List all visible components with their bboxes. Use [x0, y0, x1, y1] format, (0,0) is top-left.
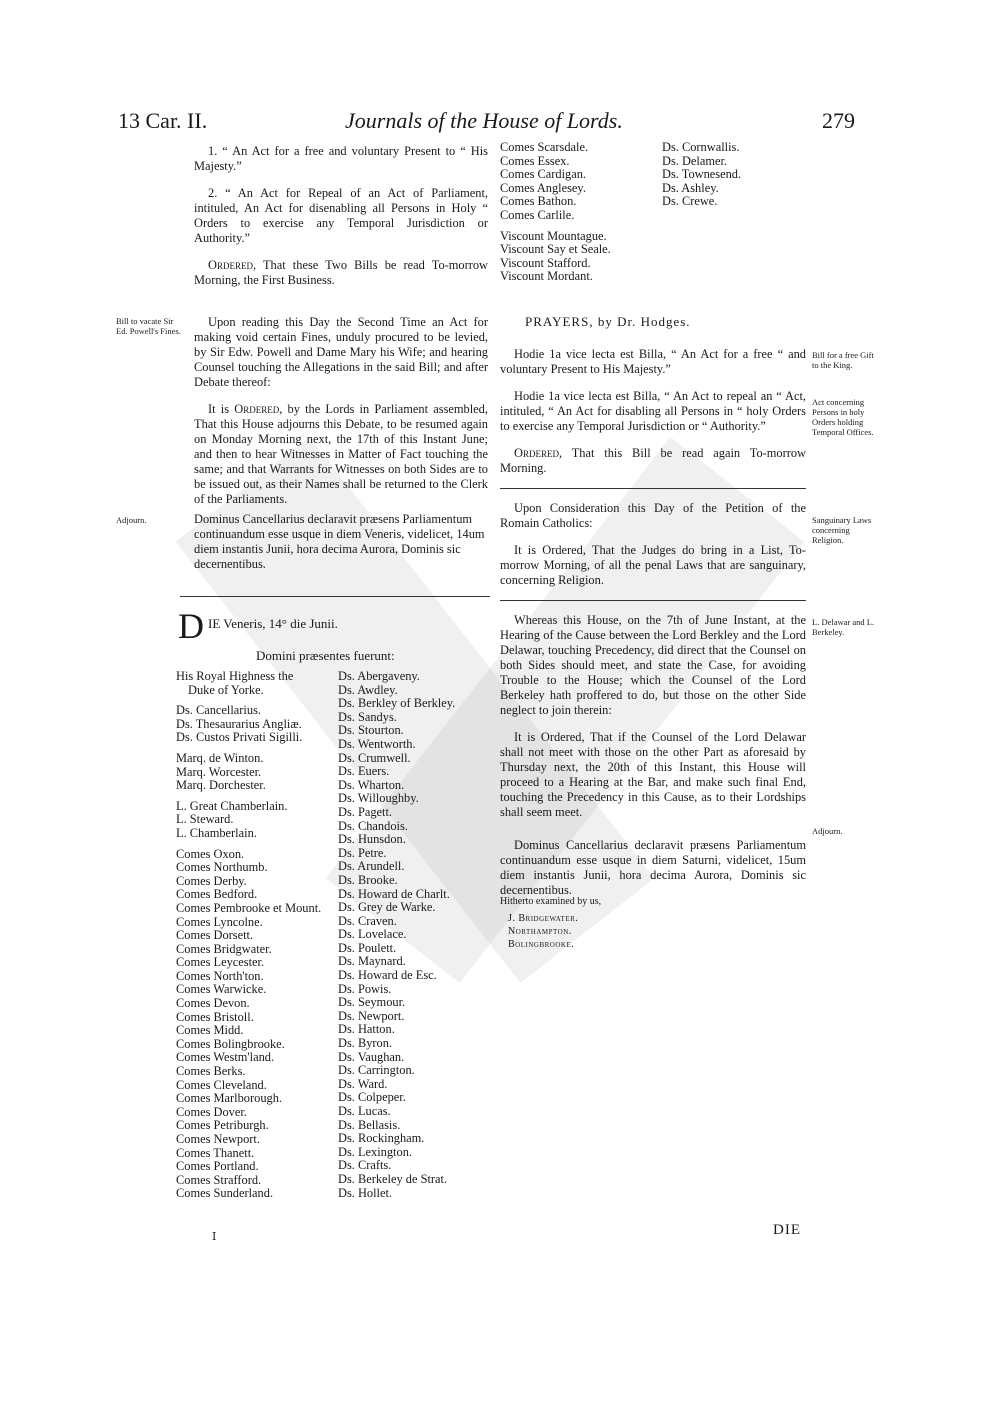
- header-title: Journals of the House of Lords.: [345, 108, 623, 133]
- lord-entry: Ds. Lexington.: [338, 1144, 412, 1159]
- prayers-heading: PRAYERS, by Dr. Hodges.: [525, 314, 691, 329]
- lord-entry: Comes Marlborough.: [176, 1091, 282, 1106]
- ordered-paragraph: [194, 258, 488, 288]
- lord-entry: Comes Midd.: [176, 1023, 244, 1038]
- lord-entry: Ds. Cornwallis.: [662, 140, 740, 154]
- counsel-order: It is Ordered, That if the Counsel of the Lord Delawar shall not meet with those on the other Part as aforesaid by Thursday next, the 20th of this Instant, this House will proceed to a Hearing at the Bar, and make such final End, touching the Precedency in this Cause, as to their Lordships shall seem meet.: [500, 730, 806, 819]
- margin-note-adjourn: Adjourn.: [116, 515, 147, 525]
- lords-list-b: [338, 670, 488, 1200]
- lord-entry: Comes Northumb.: [176, 860, 268, 875]
- lord-entry: Ds. Brooke.: [338, 872, 398, 887]
- lord-entry: Ds. Sandys.: [338, 709, 397, 724]
- signature-name: Northampton.: [508, 926, 572, 937]
- lord-entry: Ds. Newport.: [338, 1008, 405, 1023]
- lord-entry: L. Chamberlain.: [176, 825, 257, 840]
- lord-entry: Ds. Awdley.: [338, 682, 398, 697]
- lord-entry: Viscount Stafford.: [500, 255, 591, 270]
- lord-entry: Ds. Thesaurarius Angliæ.: [176, 716, 302, 731]
- lord-entry: Viscount Mountague.: [500, 228, 607, 243]
- ordered-lead: Ordered,: [208, 258, 257, 272]
- lord-entry: Comes Berks.: [176, 1064, 246, 1079]
- lord-entry: Comes Dover.: [176, 1104, 247, 1119]
- lord-entry: Comes Lyncolne.: [176, 914, 263, 929]
- lord-entry: Comes Pembrooke et Mount.: [176, 900, 322, 915]
- ordered-text: That these Two Bills be read To-morrow Morning, the First Business.: [194, 258, 489, 287]
- lords-list-a: [176, 670, 336, 1201]
- lord-entry: Ds. Custos Privati Sigilli.: [176, 730, 303, 745]
- lord-entry: Viscount Mordant.: [500, 269, 593, 284]
- lord-entry: Comes Thanett.: [176, 1145, 255, 1160]
- lord-entry: Ds. Poulett.: [338, 940, 397, 955]
- lord-entry: Comes Dorsett.: [176, 928, 254, 943]
- lord-entry: Ds. Lucas.: [338, 1104, 391, 1118]
- margin-note-sanguinary: Sanguinary Laws concerning Religion.: [812, 515, 872, 545]
- lord-entry: Comes Portland.: [176, 1159, 259, 1174]
- lord-entry: Ds. Seymour.: [338, 995, 406, 1010]
- lord-entry: Ds. Bellasis.: [338, 1117, 401, 1132]
- lord-entry: Viscount Say et Seale.: [500, 242, 611, 257]
- lord-entry: Comes Bolingbrooke.: [176, 1036, 285, 1051]
- signature-name: Bolingbrooke.: [508, 939, 575, 950]
- header-regnal-year: 13 Car. II.: [118, 108, 208, 133]
- lord-entry: Ds. Grey de Warke.: [338, 900, 436, 915]
- lord-entry: Comes Strafford.: [176, 1172, 262, 1187]
- lord-entry: Ds. Ward.: [338, 1076, 388, 1091]
- section-divider: [500, 488, 806, 489]
- lord-entry: Ds. Delamer.: [662, 153, 728, 168]
- lord-entry: Ds. Arundell.: [338, 859, 405, 874]
- lord-entry: Comes Oxon.: [176, 846, 245, 861]
- date-heading: IE Veneris, 14° die Junii.: [208, 616, 338, 631]
- lord-entry: Ds. Petre.: [338, 845, 387, 860]
- lord-entry: Ds. Crewe.: [662, 194, 718, 209]
- dominus-paragraph: Dominus Cancellarius declaravit præsens Parliamentum continuandum esse usque in diem Veneris, videlicet, 14um diem instantis Junii, hora decima Aurora, Dominis sic decernentibus.: [194, 512, 485, 571]
- lord-entry: Comes Westm'land.: [176, 1050, 275, 1065]
- lord-entry: Marq. Worcester.: [176, 764, 262, 779]
- lord-entry: L. Steward.: [176, 812, 234, 827]
- lord-entry: Comes Sunderland.: [176, 1186, 274, 1201]
- act-one: 1. “ An Act for a free and voluntary Present to “ His Majesty.”: [194, 144, 488, 173]
- lord-entry: Comes Bedford.: [176, 887, 258, 902]
- lord-entry: His Royal Highness the: [176, 669, 294, 683]
- lord-entry: Ds. Lovelace.: [338, 927, 407, 942]
- first-reading-present: Hodie 1a vice lecta est Billa, “ An Act for a free “ and voluntary Present to His Majesty.”: [500, 347, 806, 376]
- signature-name: J. Bridgewater.: [508, 913, 579, 924]
- lord-entry: Comes Petriburgh.: [176, 1118, 269, 1133]
- lord-entry: Ds. Pagett.: [338, 804, 393, 819]
- lords-present-heading: Domini præsentes fuerunt:: [256, 648, 395, 663]
- lord-entry: Ds. Wharton.: [338, 777, 405, 792]
- margin-note-bill-powell: Bill to vacate Sir Ed. Powell's Fines.: [116, 316, 181, 336]
- lord-entry: Comes Cardigan.: [500, 167, 587, 182]
- signatures: [508, 912, 578, 951]
- lord-entry: Ds. Colpeper.: [338, 1090, 406, 1105]
- act-two: 2. “ An Act for Repeal of an Act of Parliament, intituled, An Act for disenabling all Persons in Holy “ Orders to exercise any Temporal Jurisdiction or Authority.”: [194, 186, 488, 245]
- judges-order: It is Ordered, That the Judges do bring in a List, To-morrow Morning, of all the penal Laws that are sanguinary, concerning Religion.: [500, 543, 806, 587]
- page-number: 279: [822, 108, 855, 133]
- first-reading-repeal: Hodie 1a vice lecta est Billa, “ An Act to repeal an “ Act, intituled, “ An Act for disabling all Persons in “ holy Orders to exercise any Temporal Jurisdiction or “ Authority.”: [500, 389, 806, 433]
- lord-entry: Comes Scarsdale.: [500, 140, 589, 154]
- lord-entry: Ds. Abergaveny.: [338, 669, 420, 683]
- examined-note: Hitherto examined by us,: [500, 896, 602, 907]
- lord-entry: Ds. Powis.: [338, 981, 392, 996]
- section-divider: [500, 600, 806, 601]
- lord-entry: Ds. Euers.: [338, 764, 390, 779]
- lord-entry: Comes Cleveland.: [176, 1077, 267, 1092]
- lord-entry: Ds. Crafts.: [338, 1158, 392, 1173]
- lord-entry: Comes Warwicke.: [176, 982, 267, 997]
- catchword: DIE: [773, 1222, 801, 1238]
- lord-entry: Ds. Hollet.: [338, 1185, 393, 1200]
- lord-entry: Marq. Dorchester.: [176, 778, 266, 793]
- footer-signature-mark: I: [212, 1230, 217, 1243]
- whereas-paragraph: Whereas this House, on the 7th of June Instant, at the Hearing of the Cause between the Lord Berkley and the Lord Delawar, touching Precedency, did direct that the Counsel on both Sides should meet, and state the Case, for avoiding Trouble to the House; which the Counsel of the Lord Berkeley hath proffered to do, but those on the other Side neglect to join therein:: [500, 613, 806, 717]
- lord-entry: Marq. de Winton.: [176, 750, 264, 765]
- lord-entry: Ds. Howard de Esc.: [338, 968, 437, 983]
- lord-entry: Ds. Carrington.: [338, 1063, 415, 1078]
- lord-entry: Ds. Hatton.: [338, 1022, 395, 1037]
- powell-paragraph: Upon reading this Day the Second Time an Act for making void certain Fines, unduly procured to be levied, by Sir Edw. Powell and Dame Mary his Wife; and hearing Counsel touching the Allegations in the said Bill; and after Debate thereof:: [194, 315, 488, 389]
- lord-entry: Ds. Hunsdon.: [338, 832, 406, 847]
- powell-section: [194, 315, 488, 519]
- drop-cap: D: [178, 606, 204, 646]
- romain-petition: Upon Consideration this Day of the Petition of the Romain Catholics:: [500, 501, 806, 530]
- adjourn-debate-paragraph: It is Ordered, by the Lords in Parliament assembled, That this House adjourns this Debate, to be resumed again on Monday Morning next, the 17th of this Instant June; and then to hear Witnesses in Matter of Fact touching the same; and that Warrants for Witnesses on both Sides are to be issued out, as their Names shall be returned to the Clerk of the Parliaments.: [194, 402, 488, 506]
- lord-entry: Comes Leycester.: [176, 955, 265, 970]
- lord-entry: Comes Devon.: [176, 996, 250, 1011]
- lord-entry: Ds. Vaughan.: [338, 1049, 405, 1064]
- lord-entry: Ds. Willoughby.: [338, 791, 419, 806]
- margin-note-delawar: L. Delawar and L. Berkeley.: [812, 617, 875, 637]
- lord-entry: Comes Bridgwater.: [176, 941, 272, 956]
- ordered-read-again: Ordered, That this Bill be read again To-morrow Morning.: [500, 446, 807, 475]
- lord-entry: Ds. Berkley of Berkley.: [338, 696, 456, 711]
- lord-entry: Ds. Maynard.: [338, 954, 406, 969]
- section-divider: [180, 596, 490, 597]
- lord-entry: Comes Bristoll.: [176, 1009, 254, 1024]
- lord-entry: Ds. Craven.: [338, 913, 397, 928]
- margin-note-holy-orders: Act concerning Persons in holy Orders holding Temporal Offices.: [812, 397, 874, 437]
- lords-list-d: [662, 141, 812, 209]
- lord-entry: Ds. Chandois.: [338, 818, 408, 833]
- margin-note-free-gift: Bill for a free Gift to the King.: [812, 350, 874, 370]
- lord-entry: Comes Bathon.: [500, 194, 577, 209]
- lord-entry: Ds. Berkeley de Strat.: [338, 1171, 448, 1186]
- lord-entry: L. Great Chamberlain.: [176, 798, 288, 813]
- lord-entry: Comes North'ton.: [176, 968, 264, 983]
- lords-list-c: [500, 141, 650, 284]
- lord-entry: Ds. Crumwell.: [338, 750, 411, 765]
- lord-entry: Comes Derby.: [176, 873, 247, 888]
- left-column-top: [194, 144, 488, 300]
- dominus-saturni: Dominus Cancellarius declaravit præsens Parliamentum continuandum esse usque in diem Saturni, videlicet, 15um diem instantis Junii, hora decima Aurora, Dominis sic decernentibus.: [500, 838, 806, 897]
- lord-entry: Ds. Townesend.: [662, 167, 742, 182]
- lord-entry: Ds. Rockingham.: [338, 1131, 425, 1146]
- lord-entry: Duke of Yorke.: [188, 682, 264, 697]
- lord-entry: Comes Carlile.: [500, 207, 575, 222]
- lord-entry: Ds. Howard de Charlt.: [338, 886, 450, 901]
- lord-entry: Comes Newport.: [176, 1132, 260, 1146]
- lord-entry: Ds. Wentworth.: [338, 736, 416, 751]
- margin-note-adjourn-2: Adjourn.: [812, 826, 843, 836]
- lord-entry: Ds. Cancellarius.: [176, 703, 261, 718]
- lord-entry: Comes Anglesey.: [500, 180, 586, 195]
- right-column-body: [500, 347, 806, 910]
- lord-entry: Ds. Ashley.: [662, 180, 719, 195]
- lord-entry: Ds. Stourton.: [338, 723, 404, 738]
- lord-entry: Comes Essex.: [500, 153, 570, 168]
- lord-entry: Ds. Byron.: [338, 1036, 393, 1051]
